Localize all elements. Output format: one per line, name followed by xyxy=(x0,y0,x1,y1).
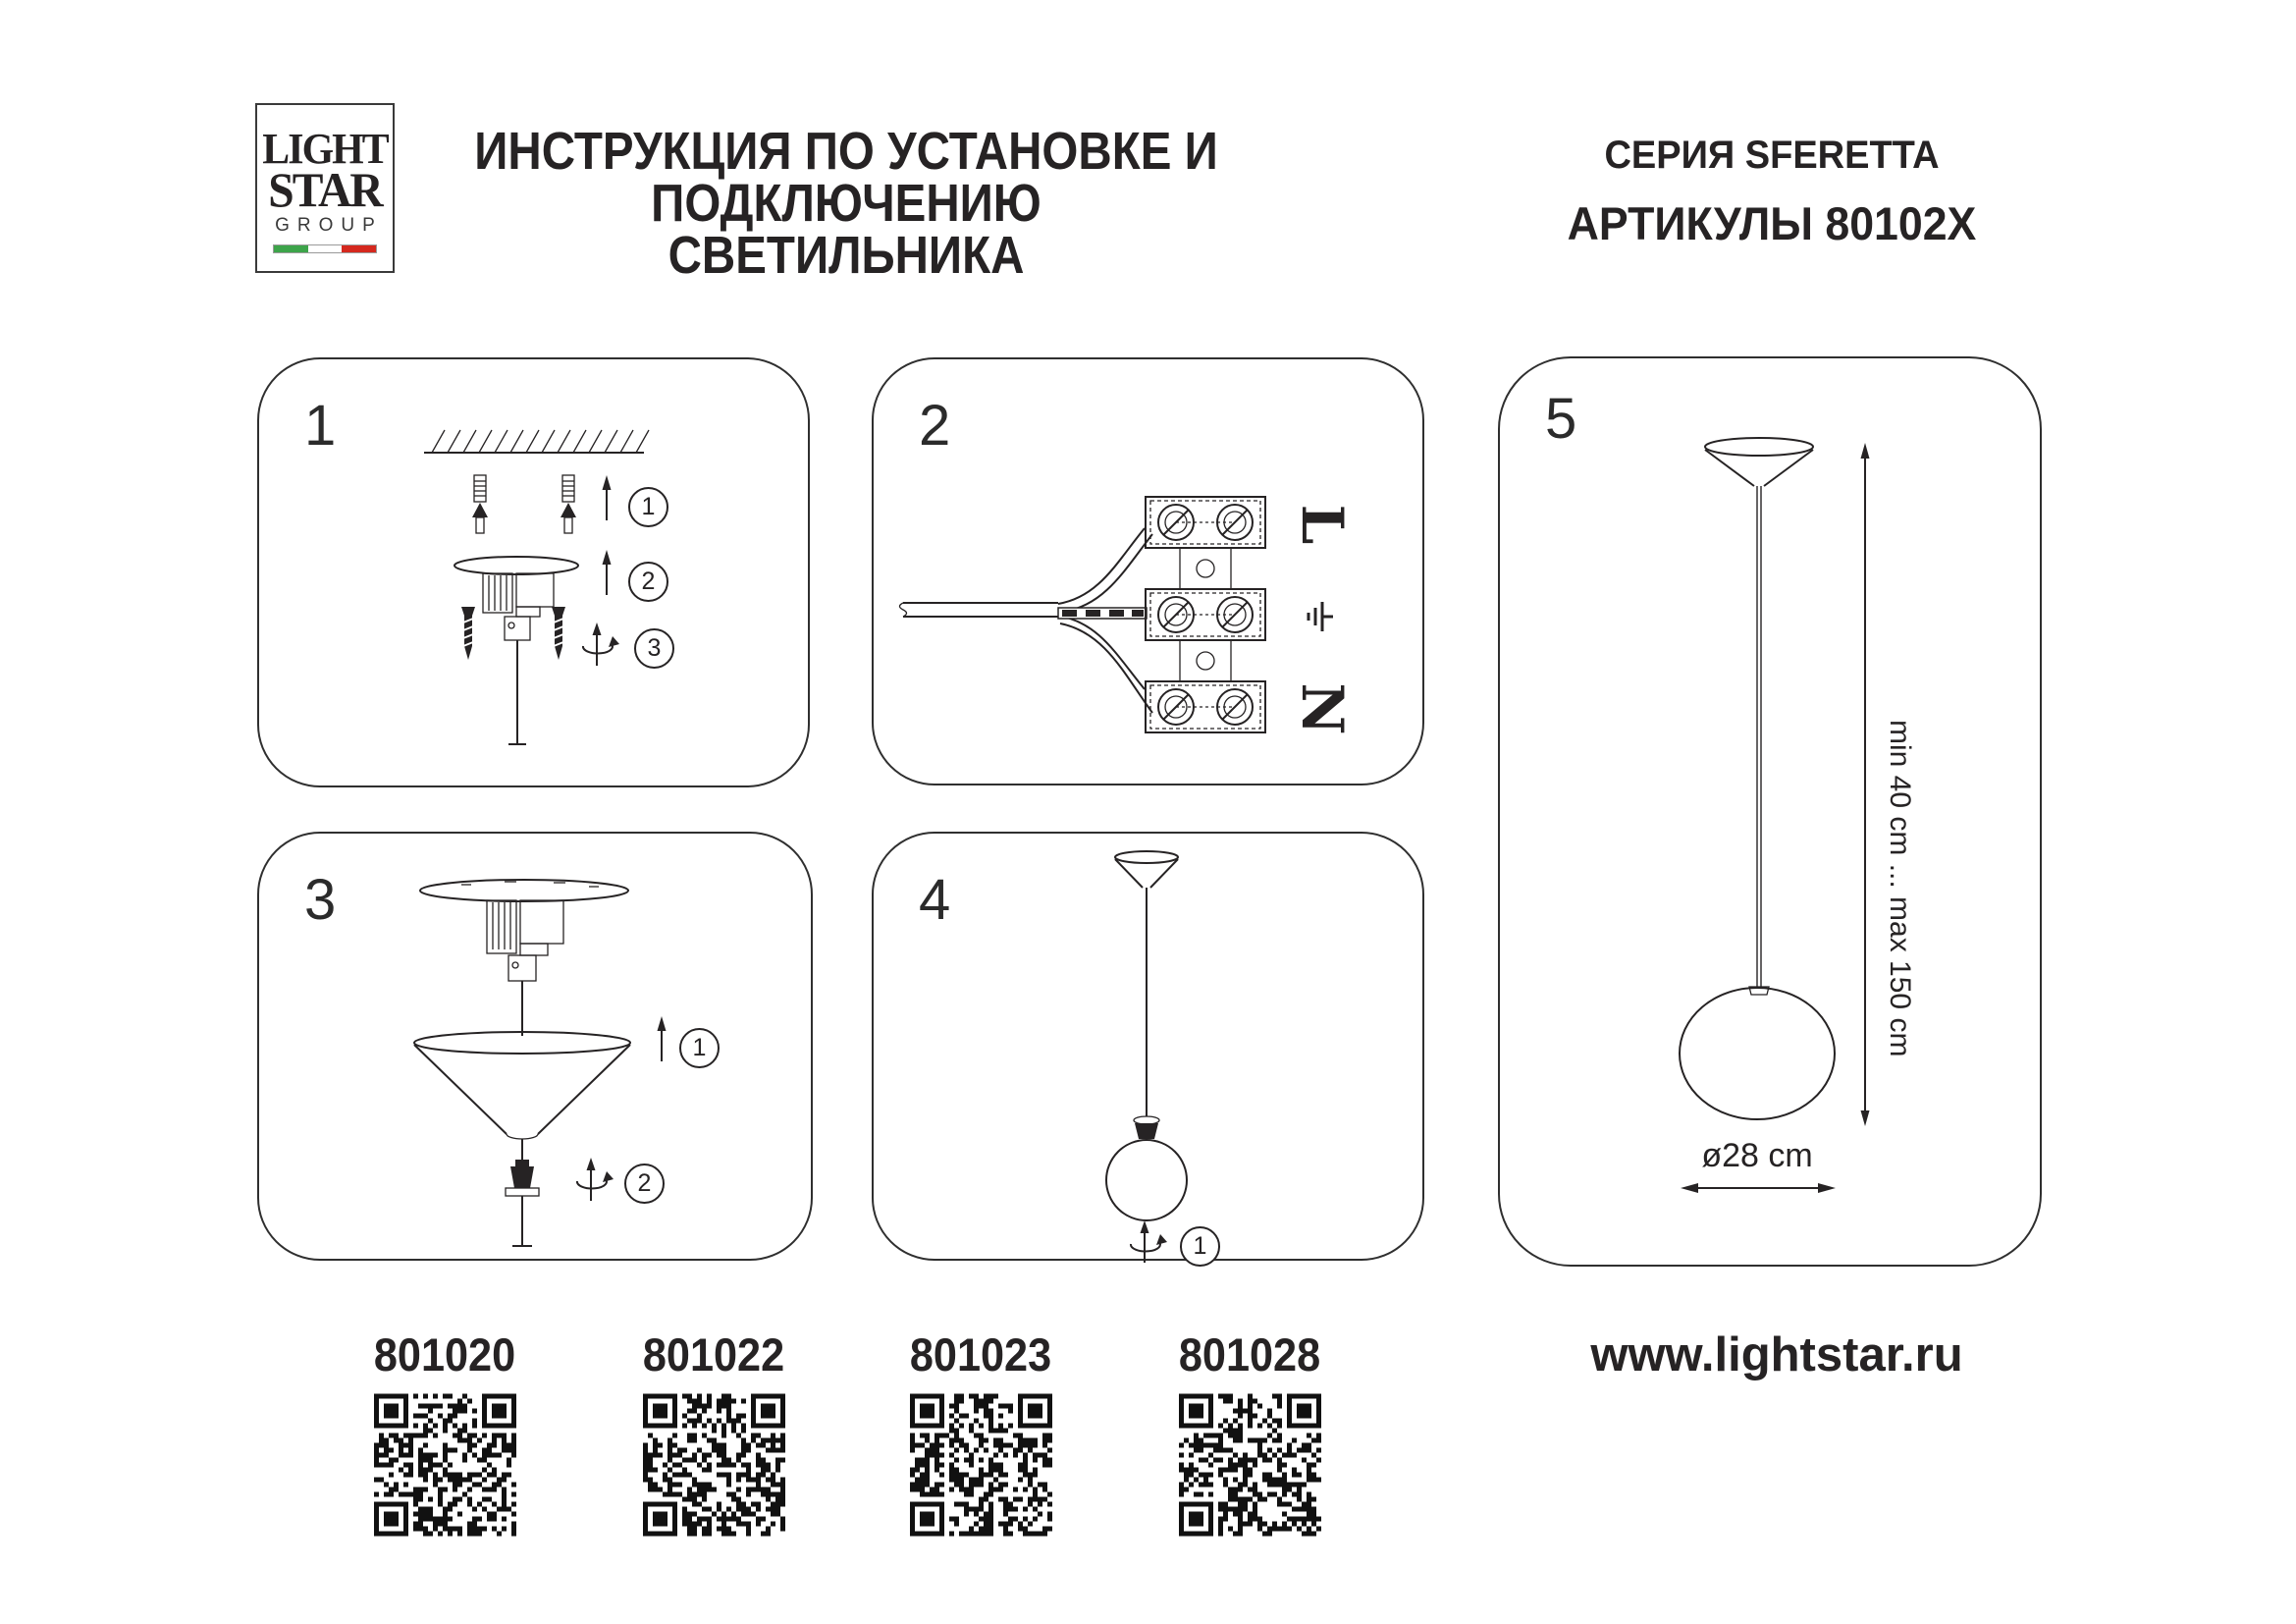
step-number-3: 3 xyxy=(304,868,337,932)
step-badge-1: 1 xyxy=(628,487,668,527)
shade-attachment-diagram xyxy=(874,834,1426,1263)
panel-step-4 xyxy=(872,832,1424,1261)
logo-word-star: STAR xyxy=(268,162,382,217)
italian-flag-icon xyxy=(273,244,377,253)
series-label: СЕРИЯ SFERETTA xyxy=(1604,134,1940,177)
article-item xyxy=(902,1327,1059,1537)
step-number-5: 5 xyxy=(1545,387,1577,451)
page-title xyxy=(470,122,1222,285)
article-item xyxy=(635,1327,792,1537)
step-badge-1: 1 xyxy=(679,1028,720,1068)
qr-code xyxy=(643,1393,785,1537)
articles-label: АРТИКУЛЫ 80102X xyxy=(1567,197,1977,249)
article-code: 801028 xyxy=(1178,1328,1321,1380)
terminal-label-neutral: N xyxy=(1289,682,1356,735)
logo-word-group: GROUP xyxy=(275,215,383,236)
ground-symbol-icon xyxy=(1308,602,1333,631)
panel-step-2 xyxy=(872,357,1424,785)
wiring-diagram xyxy=(874,359,1426,787)
flag-white xyxy=(308,245,343,252)
qr-code xyxy=(1179,1393,1321,1537)
article-code: 801022 xyxy=(642,1328,785,1380)
panel-step-1 xyxy=(257,357,810,787)
article-code: 801020 xyxy=(373,1328,516,1380)
step-badge-2: 2 xyxy=(628,562,668,602)
lightstar-logo xyxy=(255,103,395,273)
qr-code xyxy=(910,1393,1052,1537)
height-range-label: min 40 cm ... max 150 cm xyxy=(1884,720,1916,1057)
step-badge-1: 1 xyxy=(1180,1226,1220,1267)
canopy-cone-diagram xyxy=(259,834,815,1263)
flag-red xyxy=(342,245,376,252)
step-number-2: 2 xyxy=(919,394,951,458)
step-badge-3: 3 xyxy=(634,628,674,669)
article-code: 801023 xyxy=(909,1328,1052,1380)
article-item xyxy=(366,1327,523,1537)
mounting-plate-diagram xyxy=(259,359,812,789)
step-number-1: 1 xyxy=(304,394,337,458)
step-number-4: 4 xyxy=(919,868,951,932)
step-badge-2: 2 xyxy=(624,1164,665,1204)
terminal-label-live: L xyxy=(1289,504,1356,545)
logo-word-light: LIGHT xyxy=(262,125,388,173)
flag-green xyxy=(274,245,308,252)
title-line-1: ИНСТРУКЦИЯ ПО УСТАНОВКЕ И xyxy=(474,122,1218,181)
website-url: www.lightstar.ru xyxy=(1590,1328,1963,1381)
qr-code xyxy=(374,1393,516,1537)
article-item xyxy=(1171,1327,1328,1537)
panel-dimensions xyxy=(1498,356,2042,1267)
diameter-label: ø28 cm xyxy=(1701,1137,1813,1174)
pendant-dimensions-diagram xyxy=(1500,358,2044,1269)
title-line-2: ПОДКЛЮЧЕНИЮ СВЕТИЛЬНИКА xyxy=(651,174,1041,285)
panel-step-3 xyxy=(257,832,813,1261)
